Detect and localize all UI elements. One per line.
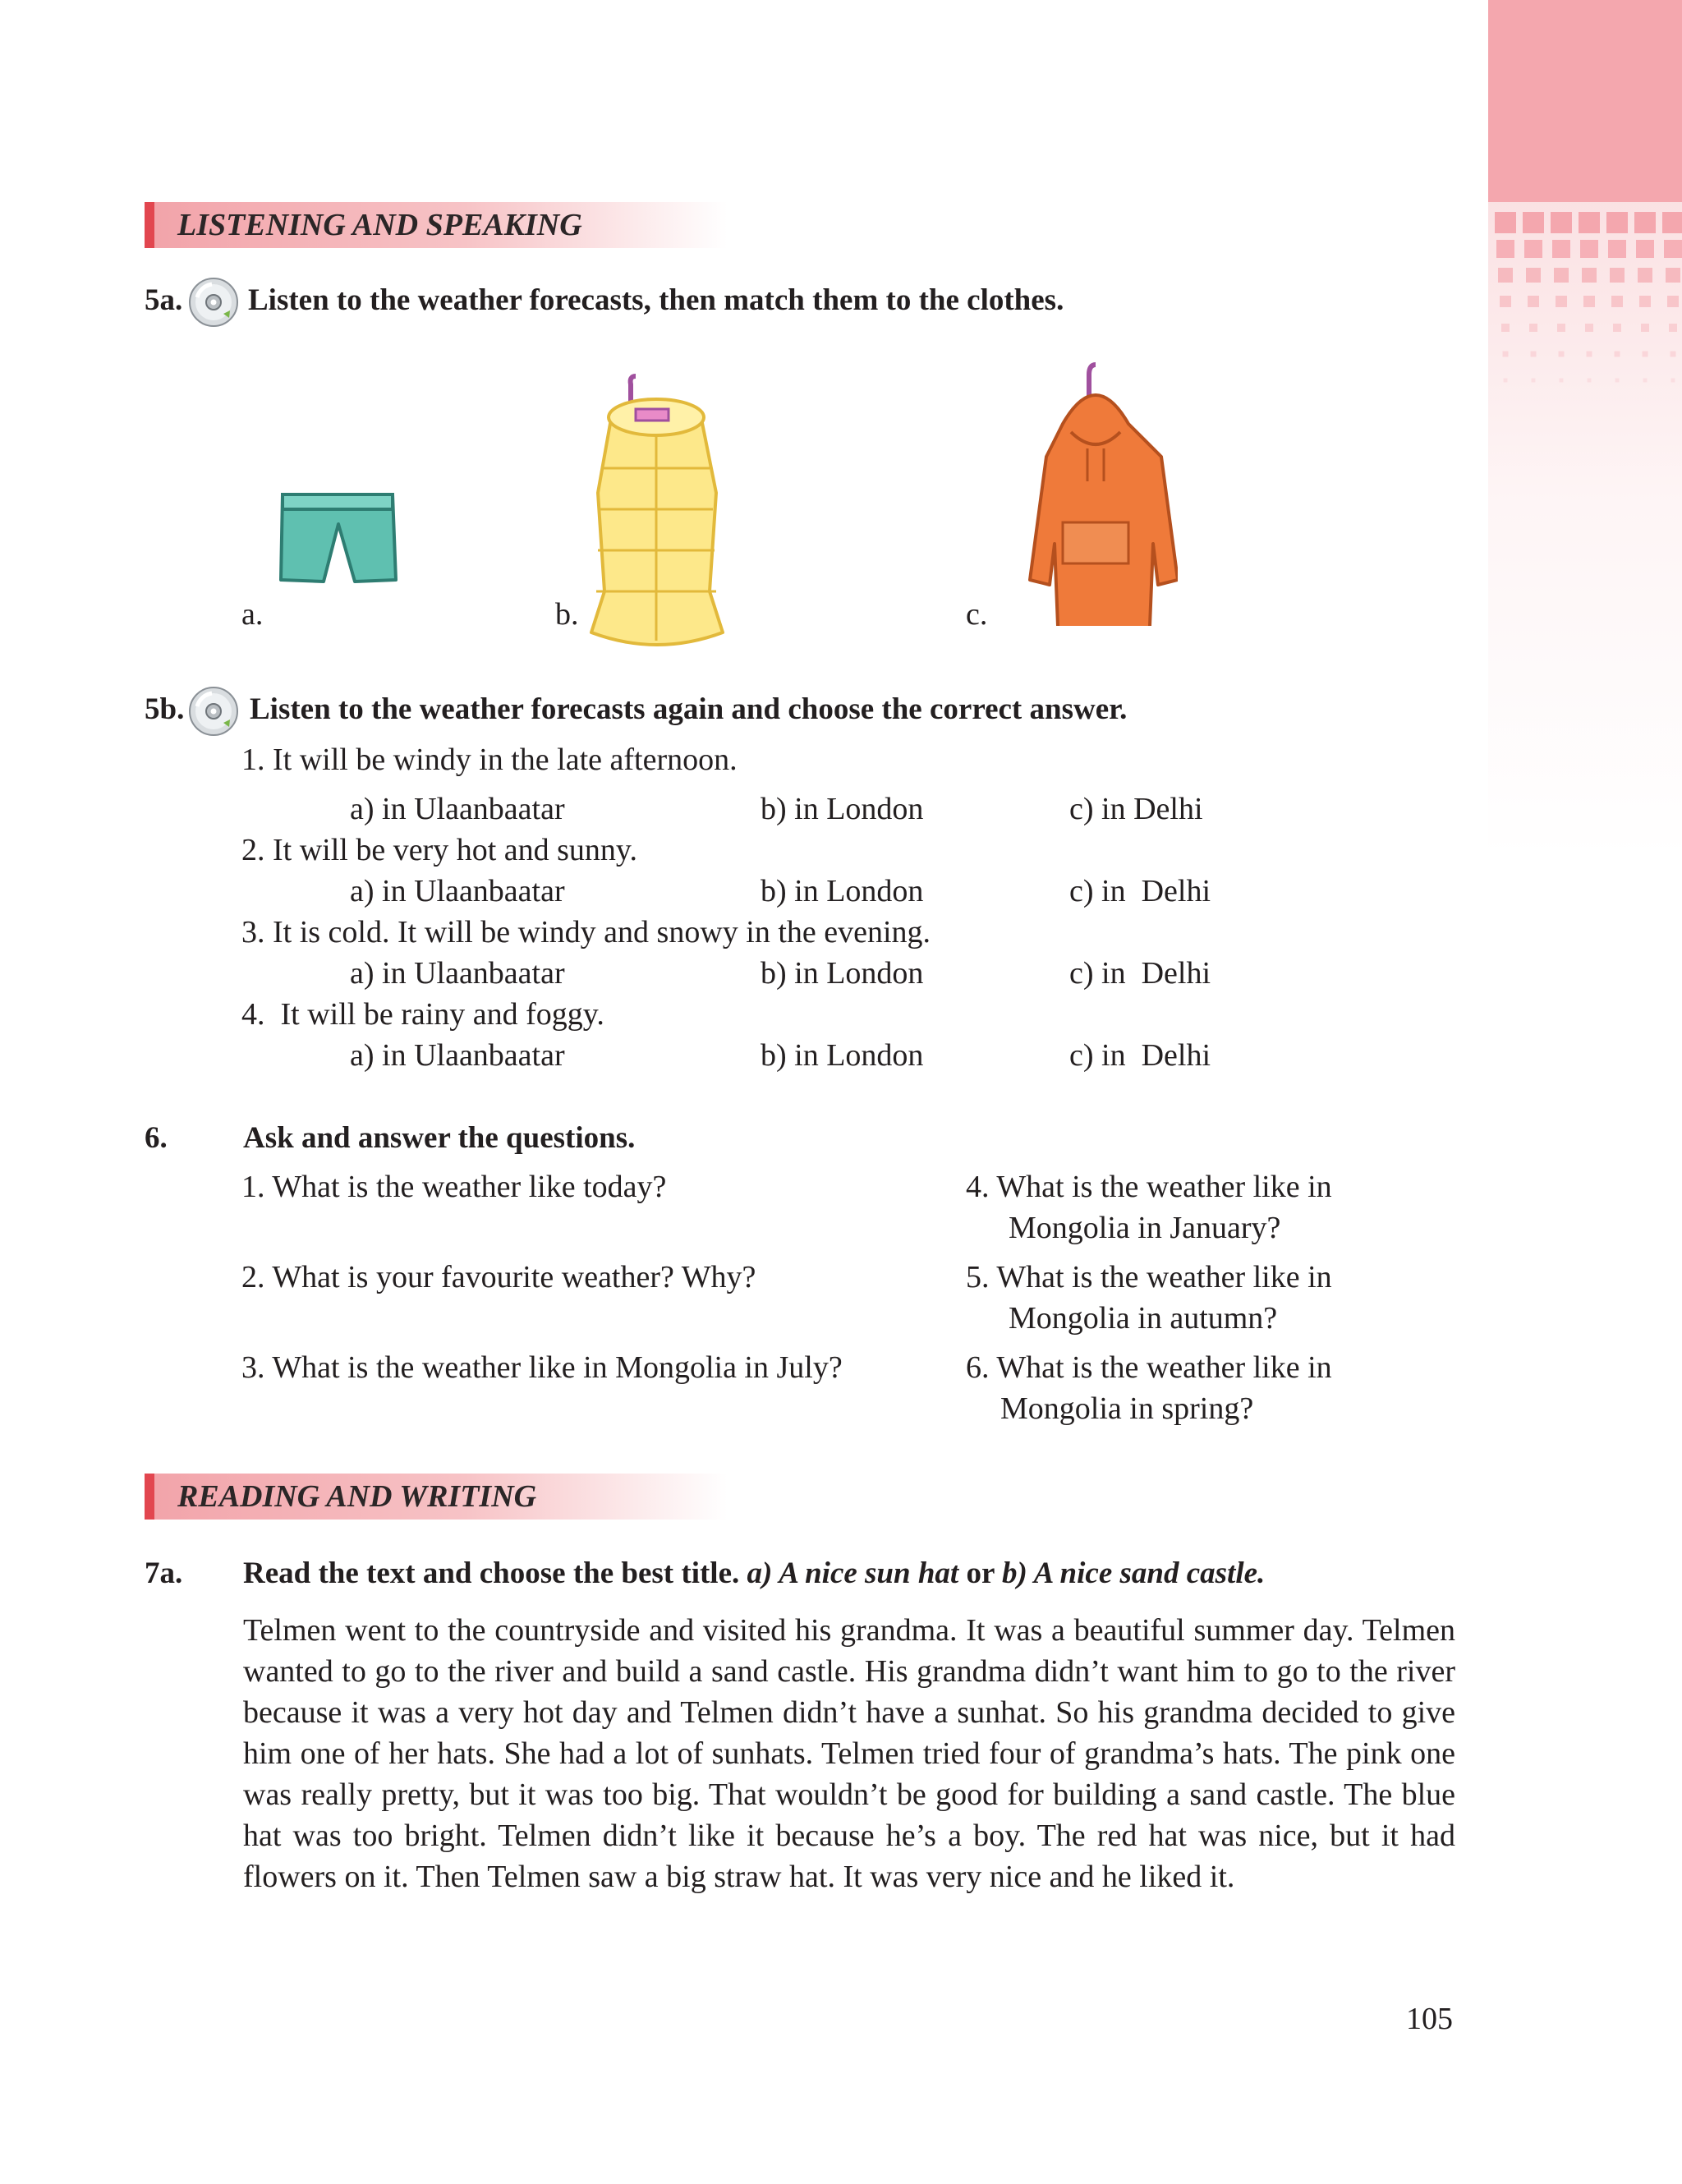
reading-text: Telmen went to the countryside and visited his grandma. It was a beautiful summer day. Telmen wanted to go to the river and build a sand castle. His grandma didn’t want him to go to the river because it was a very hot day and Telmen didn’t have a sunhat. So his grandma decided to give him one of her hats. She had a lot of sunhats. Telmen tried four of grandma’s hats. The pink one was really pretty, but it was too big. That wouldn’t be good for building a sand castle. The blue hat was too bright. Telmen didn’t like it because he’s a boy. The red hat was nice, but it had flowers on it. Then Telmen saw a big straw hat. It was very nice and he liked it. bbox=[243, 1613, 1455, 1894]
decorative-square bbox=[1557, 324, 1565, 332]
banner-accent-bar bbox=[145, 1474, 154, 1520]
question-text: 6. What is the weather like in bbox=[966, 1350, 1332, 1385]
picture-label-c: c. bbox=[966, 597, 988, 632]
question-text: Mongolia in autumn? bbox=[1009, 1301, 1278, 1336]
decorative-square bbox=[1579, 212, 1600, 233]
decorative-squares-pattern bbox=[1488, 212, 1682, 401]
section-banner-listening bbox=[145, 202, 728, 248]
decorative-square bbox=[1671, 352, 1676, 357]
exercise-number: 5b. bbox=[145, 692, 185, 726]
question-text: 3. What is the weather like in Mongolia in July? bbox=[241, 1350, 843, 1385]
decorative-square bbox=[1641, 324, 1649, 332]
question-text: 1. It will be windy in the late afternoon. bbox=[241, 743, 738, 777]
cd-icon[interactable] bbox=[187, 276, 240, 329]
decorative-square bbox=[1666, 268, 1680, 283]
decorative-square bbox=[1528, 296, 1539, 307]
decorative-square bbox=[1529, 324, 1537, 332]
question-text: 1. What is the weather like today? bbox=[241, 1170, 667, 1204]
decorative-square bbox=[1638, 268, 1652, 283]
option-b[interactable]: b) in London bbox=[761, 1038, 924, 1073]
decorative-square bbox=[1526, 268, 1541, 283]
decorative-square bbox=[1588, 379, 1592, 383]
section-title: READING AND WRITING bbox=[177, 1479, 537, 1514]
option-c[interactable]: c) in Delhi bbox=[1069, 956, 1211, 991]
question-text: 2. What is your favourite weather? Why? bbox=[241, 1260, 756, 1294]
banner-accent-bar bbox=[145, 202, 154, 248]
decorative-square bbox=[1501, 324, 1510, 332]
exercise-instruction: Listen to the weather forecasts again and choose the correct answer. bbox=[250, 692, 1128, 726]
section-banner-reading bbox=[145, 1474, 728, 1520]
exercise-instruction-line bbox=[243, 1556, 1265, 1591]
decorative-square bbox=[1610, 268, 1625, 283]
option-b[interactable]: b) in London bbox=[761, 874, 924, 908]
decorative-square bbox=[1606, 212, 1628, 233]
decorative-square bbox=[1500, 296, 1511, 307]
option-a[interactable]: a) in Ulaanbaatar bbox=[350, 874, 565, 908]
question-text: 2. It will be very hot and sunny. bbox=[241, 833, 637, 867]
option-a[interactable]: a) in Ulaanbaatar bbox=[350, 1038, 565, 1073]
question-text: 5. What is the weather like in bbox=[966, 1260, 1332, 1294]
exercise-number: 6. bbox=[145, 1121, 168, 1155]
decorative-square bbox=[1669, 324, 1677, 332]
question-text: 4. What is the weather like in bbox=[966, 1170, 1332, 1204]
decorative-square bbox=[1582, 268, 1597, 283]
option-a[interactable]: a) in Ulaanbaatar bbox=[350, 792, 565, 826]
decorative-square bbox=[1639, 296, 1651, 307]
decorative-square bbox=[1524, 240, 1542, 258]
decorative-square bbox=[1662, 212, 1682, 233]
picture-label-b: b. bbox=[555, 597, 579, 632]
exercise-number: 5a. bbox=[145, 283, 183, 317]
exercise-instruction: Ask and answer the questions. bbox=[243, 1121, 636, 1155]
decorative-square bbox=[1560, 379, 1564, 383]
decorative-square bbox=[1503, 352, 1509, 357]
exercise-instruction: Read the text and choose the best title. bbox=[243, 1556, 740, 1590]
raincoat-picture[interactable] bbox=[1013, 358, 1178, 626]
decorative-square bbox=[1552, 240, 1570, 258]
page-number: 105 bbox=[1406, 2002, 1453, 2036]
decorative-square bbox=[1551, 212, 1572, 233]
option-b[interactable]: b) in London bbox=[761, 792, 924, 826]
decorative-square bbox=[1498, 268, 1513, 283]
cd-icon[interactable] bbox=[187, 685, 240, 738]
decorative-square bbox=[1556, 296, 1567, 307]
decorative-square bbox=[1634, 212, 1656, 233]
decorative-square bbox=[1664, 240, 1682, 258]
decorative-square bbox=[1611, 296, 1623, 307]
option-c[interactable]: c) in Delhi bbox=[1069, 792, 1203, 826]
picture-label-a: a. bbox=[241, 597, 264, 632]
decorative-square bbox=[1580, 240, 1598, 258]
decorative-square bbox=[1615, 379, 1620, 383]
decorative-square bbox=[1532, 379, 1536, 383]
decorative-corner-block bbox=[1488, 0, 1682, 202]
section-title: LISTENING AND SPEAKING bbox=[177, 208, 582, 242]
decorative-square bbox=[1531, 352, 1537, 357]
decorative-square bbox=[1495, 212, 1516, 233]
option-c[interactable]: c) in Delhi bbox=[1069, 1038, 1211, 1073]
question-text: 4. It will be rainy and foggy. bbox=[241, 997, 604, 1032]
decorative-square bbox=[1587, 352, 1592, 357]
title-option-a[interactable]: a) A nice sun hat bbox=[747, 1556, 959, 1590]
or-word: or bbox=[966, 1556, 995, 1590]
option-a[interactable]: a) in Ulaanbaatar bbox=[350, 956, 565, 991]
decorative-square bbox=[1496, 240, 1514, 258]
option-b[interactable]: b) in London bbox=[761, 956, 924, 991]
title-option-b[interactable]: b) A nice sand castle. bbox=[1001, 1556, 1266, 1590]
question-text: Mongolia in January? bbox=[1009, 1211, 1281, 1245]
exercise-number: 7a. bbox=[145, 1556, 183, 1590]
decorative-square bbox=[1671, 379, 1675, 383]
decorative-square bbox=[1608, 240, 1626, 258]
decorative-square bbox=[1504, 379, 1508, 383]
decorative-square bbox=[1636, 240, 1654, 258]
exercise-instruction: Listen to the weather forecasts, then match them to the clothes. bbox=[248, 283, 1064, 317]
decorative-square bbox=[1643, 379, 1648, 383]
decorative-square bbox=[1643, 352, 1648, 357]
decorative-square bbox=[1615, 352, 1620, 357]
padded-coat-picture[interactable] bbox=[578, 370, 734, 657]
decorative-square bbox=[1554, 268, 1569, 283]
question-text: 3. It is cold. It will be windy and snowy in the evening. bbox=[241, 915, 931, 949]
decorative-square bbox=[1583, 296, 1595, 307]
decorative-square bbox=[1585, 324, 1593, 332]
decorative-square bbox=[1613, 324, 1621, 332]
decorative-square bbox=[1523, 212, 1544, 233]
decorative-square bbox=[1559, 352, 1565, 357]
question-text: Mongolia in spring? bbox=[1000, 1391, 1254, 1426]
shorts-picture[interactable] bbox=[278, 490, 398, 586]
option-c[interactable]: c) in Delhi bbox=[1069, 874, 1211, 908]
decorative-square bbox=[1667, 296, 1679, 307]
